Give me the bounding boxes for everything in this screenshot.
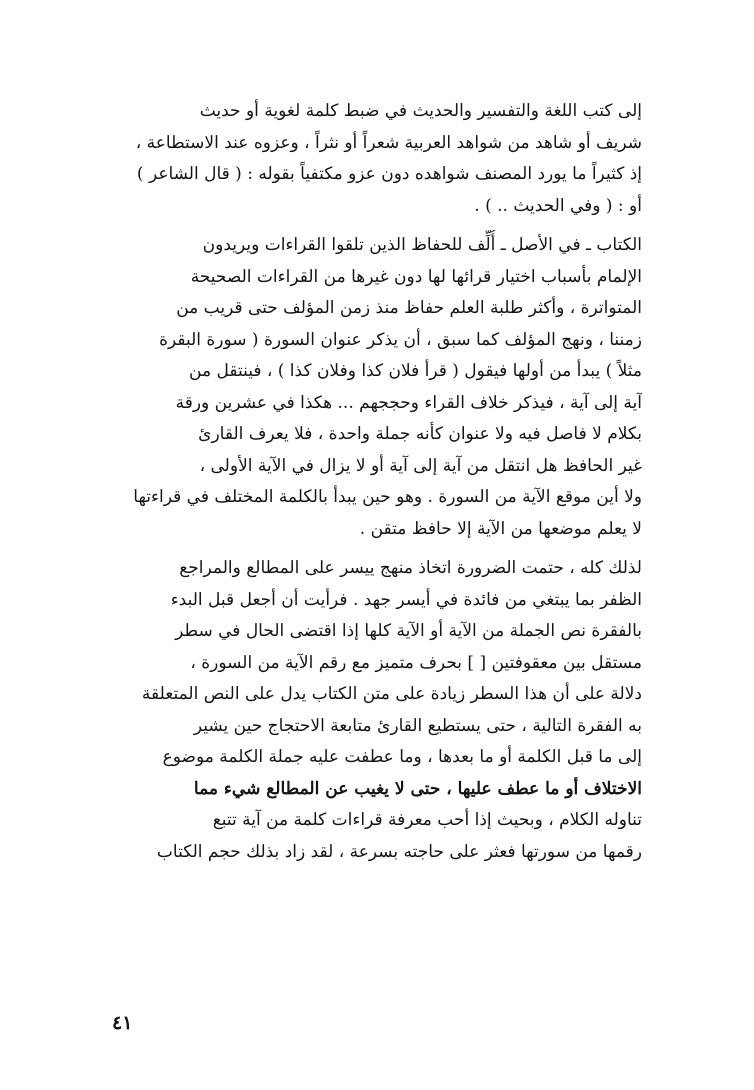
page-number: ٤١ — [112, 1012, 133, 1034]
text-line: به الفقرة التالية ، حتى يستطيع القارئ متابعة الاحتجاج حين يشير — [193, 715, 642, 736]
text-line: لا يعلم موضعها من الآية إلا حافظ متقن . — [359, 518, 642, 539]
text-line: مستقل بين معقوفتين [ ] بحرف متميز مع رقم الآية من السورة ، — [190, 652, 642, 673]
text-line: مثلاً ) يبدأ من أولها فيقول ( قرأ فلان كذا وفلان كذا ) ، فينتقل من — [189, 361, 642, 381]
paragraph-1 — [108, 96, 642, 222]
text-line: تناوله الكلام ، وبحيث إذا أحب معرفة قراءات كلمة من آية تتبع — [212, 810, 642, 830]
text-line: ولا أين موقع الآية من السورة . وهو حين يبدأ بالكلمة المختلف في قراءتها — [133, 487, 642, 507]
text-line: رقمها من سورتها فعثر على حاجته بسرعة ، لقد زاد بذلك حجم الكتاب — [156, 841, 642, 862]
paragraph-3 — [108, 553, 642, 868]
text-line: الكتاب ـ في الأصل ـ أُلِّف للحفاظ الذين تلقوا القراءات ويريدون — [202, 235, 642, 255]
text-line: غير الحافظ هل انتقل من آية إلى آية أو لا يزال في الآية الأولى ، — [199, 455, 642, 476]
text-line: المتواترة ، وأكثر طلبة العلم حفاظ منذ زمن المؤلف حتى قريب من — [176, 298, 642, 318]
text-line: إذ كثيراً ما يورد المصنف شواهده دون عزو مكتفياً بقوله : ( قال الشاعر ) — [136, 164, 642, 184]
text-line: الإلمام بأسباب اختيار قرائها لها دون غيرها من القراءات الصحيحة — [190, 266, 642, 287]
text-line: دلالة على أن هذا السطر زيادة على متن الكتاب يدل على النص المتعلقة — [141, 684, 642, 704]
text-line: إلى كتب اللغة والتفسير والحديث في ضبط كلمة لغوية أو حديث — [199, 101, 642, 121]
text-line: لذلك كله ، حتمت الضرورة اتخاذ منهج ييسر على المطالع والمراجع — [179, 558, 642, 578]
text-line: أو : ( وفي الحديث .. ) . — [474, 195, 642, 216]
paragraph-2 — [108, 230, 642, 545]
text-line: آية إلى آية ، فيذكر خلاف القراء وحججهم ... هكذا في عشرين ورقة — [175, 392, 642, 413]
text-line: زمننا ، ونهج المؤلف كما سبق ، أن يذكر عنوان السورة ( سورة البقرة — [159, 329, 642, 350]
text-line: شريف أو شاهد من شواهد العربية شعراً أو نثراً ، وعزوه عند الاستطاعة ، — [135, 132, 642, 153]
text-line: بكلام لا فاصل فيه ولا عنوان كأنه جملة واحدة ، فلا يعرف القارئ — [198, 424, 642, 444]
text-line: الظفر بما يبتغي من فائدة في أيسر جهد . فرأيت أن أجعل قبل البدء — [170, 589, 642, 610]
text-line: الاختلاف أو ما عطف عليها ، حتى لا يغيب عن المطالع شيء مما — [193, 778, 642, 799]
text-line: إلى ما قبل الكلمة أو ما بعدها ، وما عطفت عليه جملة الكلمة موضوع — [162, 747, 642, 767]
text-line: بالفقرة نص الجملة من الآية أو الآية كلها إذا اقتضى الحال في سطر — [175, 621, 642, 641]
page-body — [108, 96, 642, 868]
